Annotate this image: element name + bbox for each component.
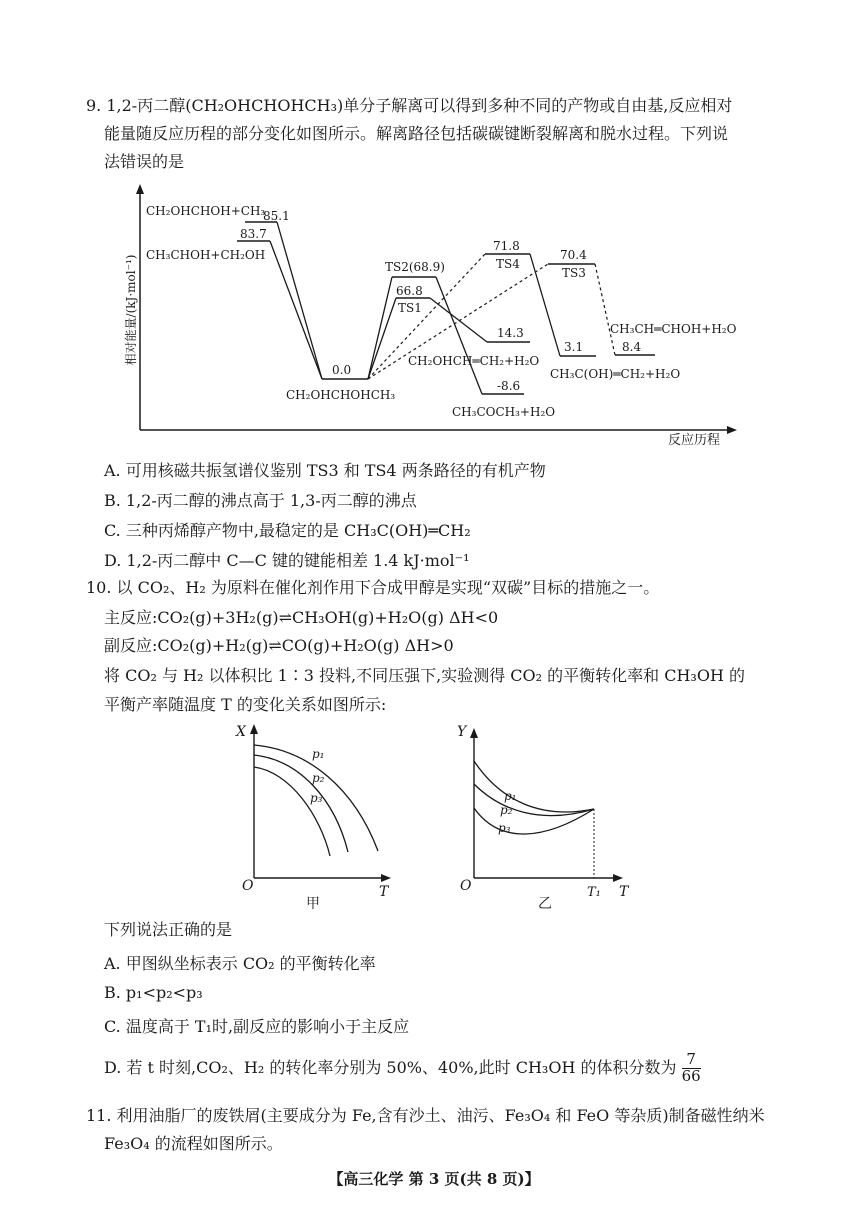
q9-option-c: C. 三种丙烯醇产物中,最稳定的是 CH₃C(OH)═CH₂ (104, 521, 471, 540)
curve-yi-p1 (474, 761, 594, 812)
path-0-to-ts2 (368, 277, 392, 379)
q10-main-reaction: 主反应:CO₂(g)+3H₂(g)⇌CH₃OH(g)+H₂O(g) ΔH<0 (104, 608, 499, 627)
path-ts4-to-3-1 (530, 254, 560, 356)
label-ts4-val: 71.8 (493, 239, 520, 253)
q9-line-3: 法错误的是 (104, 152, 185, 171)
x-axis-arrow (727, 426, 737, 434)
q10-line-4: 将 CO₂ 与 H₂ 以体积比 1∶3 投料,不同压强下,实验测得 CO₂ 的平衡转化率和 CH₃OH 的 (104, 666, 745, 685)
curve-jia-p2 (254, 755, 348, 852)
label-ts3-val: 70.4 (560, 248, 587, 262)
yi-y-label: Y (457, 724, 467, 740)
label-reactant: CH₂OHCHOHCH₃ (286, 388, 396, 402)
graph-yi (450, 718, 640, 913)
yi-origin: O (460, 878, 472, 894)
jia-caption: 甲 (306, 896, 320, 912)
fraction-numerator: 7 (682, 1052, 701, 1069)
q9-line-2: 能量随反应历程的部分变化如图所示。解离路径包括碳碳键断裂解离和脱水过程。下列说 (104, 124, 729, 143)
graph-jia (225, 718, 415, 913)
q10-option-d-row (104, 1052, 701, 1085)
q9-option-b: B. 1,2-丙二醇的沸点高于 1,3-丙二醇的沸点 (104, 491, 417, 510)
label-a-val: 85.1 (263, 209, 290, 223)
q10-option-c: C. 温度高于 T₁时,副反应的影响小于主反应 (104, 1017, 410, 1036)
jia-origin: O (242, 878, 254, 894)
label-p2: CH₃COCH₃+H₂O (452, 405, 556, 419)
q9-option-a: A. 可用核磁共振氢谱仪鉴别 TS3 和 TS4 两条路径的有机产物 (104, 461, 546, 480)
label-b-val: 83.7 (240, 227, 267, 241)
label-ts3: TS3 (562, 266, 586, 280)
yi-p2-label: p₂ (500, 803, 513, 817)
label-p4-val: 8.4 (622, 340, 642, 354)
path-ts2-to-acetone (436, 277, 482, 394)
y-axis-label: 相对能量/(kJ·mol⁻¹) (124, 254, 138, 366)
q10-option-d: D. 若 t 时刻,CO₂、H₂ 的转化率分别为 50%、40%,此时 CH₃OH 的体积分数为 (104, 1057, 677, 1077)
jia-x-label: T (379, 884, 389, 900)
yi-p1-label: p₁ (504, 789, 517, 803)
path-85-to-0 (277, 222, 322, 379)
q10-prompt: 下列说法正确的是 (104, 920, 233, 939)
q11-line-1: 11. 利用油脂厂的废铁屑(主要成分为 Fe,含有沙土、油污、Fe₃O₄ 和 FeO 等杂质)制备磁性纳米 (86, 1106, 765, 1125)
yi-caption: 乙 (538, 896, 552, 912)
curve-yi-p2 (474, 784, 594, 816)
q11-line-2: Fe₃O₄ 的流程如图所示。 (104, 1134, 283, 1153)
label-ts4: TS4 (496, 257, 520, 271)
q9-option-d: D. 1,2-丙二醇中 C—C 键的键能相差 1.4 kJ·mol⁻¹ (104, 551, 470, 570)
q10-line-5: 平衡产率随温度 T 的变化关系如图所示: (104, 695, 387, 714)
path-83-to-0 (270, 241, 322, 379)
q10-line-1: 10. 以 CO₂、H₂ 为原料在催化剂作用下合成甲醇是实现“双碳”目标的措施之一。 (86, 578, 660, 597)
label-p1: CH₂OHCH═CH₂+H₂O (408, 354, 540, 368)
label-b: CH₃CHOH+CH₂OH (146, 248, 266, 262)
q10-option-d-fraction (682, 1052, 701, 1085)
label-ts1: TS1 (398, 301, 422, 315)
jia-p3-label: p₃ (310, 791, 323, 805)
label-ts2: TS2(68.9) (385, 260, 445, 274)
label-a: CH₂OHCHOH+CH₃ (146, 204, 266, 218)
y-axis-arrow (136, 184, 144, 194)
q10-side-reaction: 副反应:CO₂(g)+H₂(g)⇌CO(g)+H₂O(g) ΔH>0 (104, 636, 454, 655)
label-p3-val: 3.1 (564, 340, 584, 354)
q10-option-b: B. p₁<p₂<p₃ (104, 983, 203, 1002)
energy-diagram (110, 180, 760, 455)
jia-p1-label: p₁ (312, 747, 325, 761)
label-p3: CH₃C(OH)═CH₂+H₂O (550, 367, 681, 381)
label-p1-val: 14.3 (497, 326, 524, 340)
yi-p3-label: p₃ (498, 821, 511, 835)
path-0-to-ts1 (368, 298, 396, 379)
label-p4: CH₃CH═CHOH+H₂O (610, 322, 737, 336)
fraction-denominator: 66 (681, 1066, 701, 1085)
yi-t1-label: T₁ (587, 885, 601, 900)
jia-y-label: X (236, 724, 246, 740)
q10-option-a: A. 甲图纵坐标表示 CO₂ 的平衡转化率 (104, 954, 376, 973)
page-footer: 【高三化学 第 3 页(共 8 页)】 (328, 1170, 540, 1188)
q9-line-1: 9. 1,2-丙二醇(CH₂OHCHOHCH₃)单分子解离可以得到多种不同的产物或自由基,反应相对 (86, 96, 733, 115)
x-axis-label: 反应历程 (668, 433, 721, 448)
label-ts1-val: 66.8 (396, 284, 423, 298)
label-reactant-val: 0.0 (332, 363, 352, 377)
jia-p2-label: p₂ (312, 771, 325, 785)
label-p2-val: -8.6 (497, 379, 521, 393)
yi-x-label: T (619, 884, 629, 900)
dash-ts3-to-8-4 (595, 264, 615, 355)
